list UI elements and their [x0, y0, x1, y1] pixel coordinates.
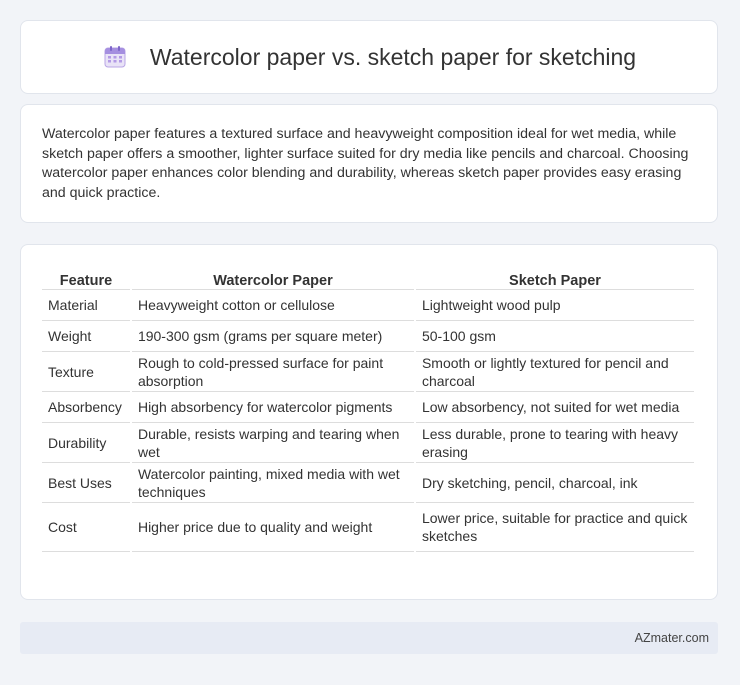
feature-cell: Best Uses — [42, 463, 130, 503]
table-row — [42, 423, 694, 463]
table-row — [42, 503, 694, 552]
sketch-cell: Dry sketching, pencil, charcoal, ink — [416, 463, 694, 503]
intro-paragraph: Watercolor paper features a textured surface and heavyweight composition ideal for wet media, while sketch paper offers a smoother, lighter surface suited for dry media like pencils and charcoal. Choosing watercolor paper enhances color blending and durability, whereas sketch paper provides easy erasing and quick practice. — [42, 126, 689, 201]
watercolor-cell: Higher price due to quality and weight — [132, 503, 414, 552]
watercolor-cell: Rough to cold-pressed surface for paint absorption — [132, 352, 414, 392]
comparison-card — [20, 244, 718, 600]
column-header-watercolor: Watercolor Paper — [132, 265, 414, 290]
comparison-table — [40, 265, 696, 552]
calendar-icon — [102, 44, 128, 70]
watercolor-cell: 190-300 gsm (grams per square meter) — [132, 321, 414, 352]
table-row — [42, 352, 694, 392]
feature-cell: Weight — [42, 321, 130, 352]
feature-cell: Absorbency — [42, 392, 130, 423]
table-row — [42, 290, 694, 321]
feature-cell: Cost — [42, 503, 130, 552]
feature-cell: Durability — [42, 423, 130, 463]
footer-bar — [20, 622, 718, 654]
sketch-cell: 50-100 gsm — [416, 321, 694, 352]
table-row — [42, 392, 694, 423]
column-header-feature: Feature — [42, 265, 130, 290]
watercolor-cell: Watercolor painting, mixed media with wet techniques — [132, 463, 414, 503]
table-row — [42, 463, 694, 503]
sketch-cell: Lightweight wood pulp — [416, 290, 694, 321]
column-header-sketch: Sketch Paper — [416, 265, 694, 290]
sketch-cell: Smooth or lightly textured for pencil and charcoal — [416, 352, 694, 392]
watercolor-cell: Durable, resists warping and tearing when wet — [132, 423, 414, 463]
footer-brand: AZmater.com — [634, 631, 709, 645]
sketch-cell: Less durable, prone to tearing with heavy erasing — [416, 423, 694, 463]
feature-cell: Texture — [42, 352, 130, 392]
table-row — [42, 321, 694, 352]
page-title: Watercolor paper vs. sketch paper for sketching — [149, 43, 637, 70]
table-header-row — [42, 265, 694, 290]
sketch-cell: Lower price, suitable for practice and quick sketches — [416, 503, 694, 552]
watercolor-cell: Heavyweight cotton or cellulose — [132, 290, 414, 321]
watercolor-cell: High absorbency for watercolor pigments — [132, 392, 414, 423]
intro-card — [20, 104, 718, 223]
sketch-cell: Low absorbency, not suited for wet media — [416, 392, 694, 423]
feature-cell: Material — [42, 290, 130, 321]
title-card — [20, 20, 718, 94]
